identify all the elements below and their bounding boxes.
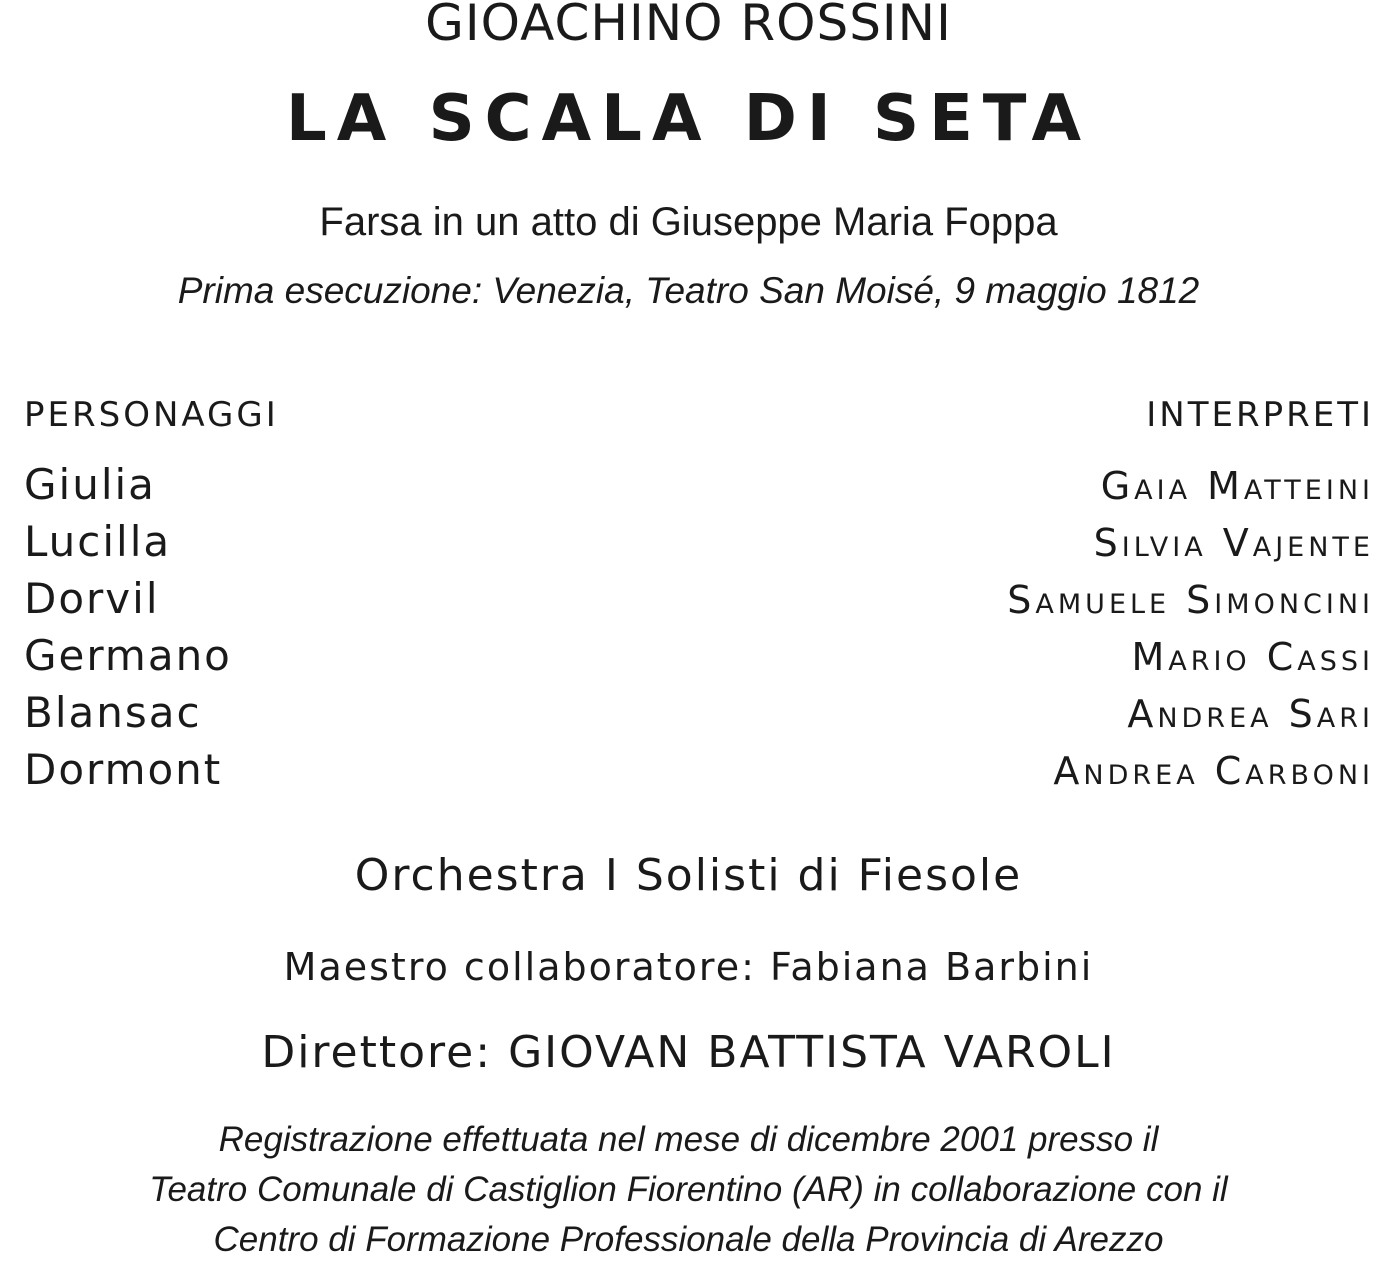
credits-line: Centro di Formazione Professionale della Provincia di Arezzo [213, 1220, 1164, 1259]
cast-row [24, 460, 1374, 516]
director-name: GIOVAN BATTISTA VAROLI [508, 1027, 1116, 1078]
role-name: Dorvil [24, 574, 160, 623]
credits-line: Teatro Comunale di Castiglion Fiorentino (AR) in collaborazione con il [149, 1170, 1228, 1209]
cast-list [24, 395, 1374, 795]
credits-line: Registrazione effettuata nel mese di dicembre 2001 presso il [218, 1120, 1159, 1159]
director-line [0, 1027, 1377, 1078]
performer-name: Andrea Sari [1127, 692, 1374, 736]
role-name: Dormont [24, 745, 223, 794]
role-name: Germano [24, 631, 232, 680]
performers-heading: INTERPRETI [1146, 395, 1374, 435]
role-name: Lucilla [24, 517, 172, 566]
role-name: Giulia [24, 460, 156, 509]
cast-row [24, 574, 1374, 630]
cast-row [24, 517, 1374, 573]
director-label: Direttore: [261, 1027, 493, 1078]
opera-subtitle: Farsa in un atto di Giuseppe Maria Foppa [319, 200, 1058, 244]
recording-credits [0, 1115, 1377, 1265]
role-name: Blansac [24, 688, 202, 737]
cast-row [24, 631, 1374, 687]
opera-title: LA SCALA DI SETA [285, 82, 1092, 156]
performer-name: Samuele Simoncini [1007, 578, 1374, 622]
cast-row [24, 745, 1374, 801]
performer-name: Silvia Vajente [1093, 521, 1374, 565]
performer-name: Andrea Carboni [1053, 749, 1374, 793]
maestro-collaboratore: Maestro collaboratore: Fabiana Barbini [283, 945, 1094, 989]
orchestra-name: Orchestra I Solisti di Fiesole [354, 850, 1023, 901]
cast-row [24, 688, 1374, 744]
performer-name: Gaia Matteini [1100, 464, 1374, 508]
performer-name: Mario Cassi [1131, 635, 1374, 679]
composer-name: GIOACHINO ROSSINI [425, 0, 952, 52]
roles-heading: PERSONAGGI [24, 395, 279, 435]
premiere-info: Prima esecuzione: Venezia, Teatro San Moisé, 9 maggio 1812 [177, 270, 1200, 311]
